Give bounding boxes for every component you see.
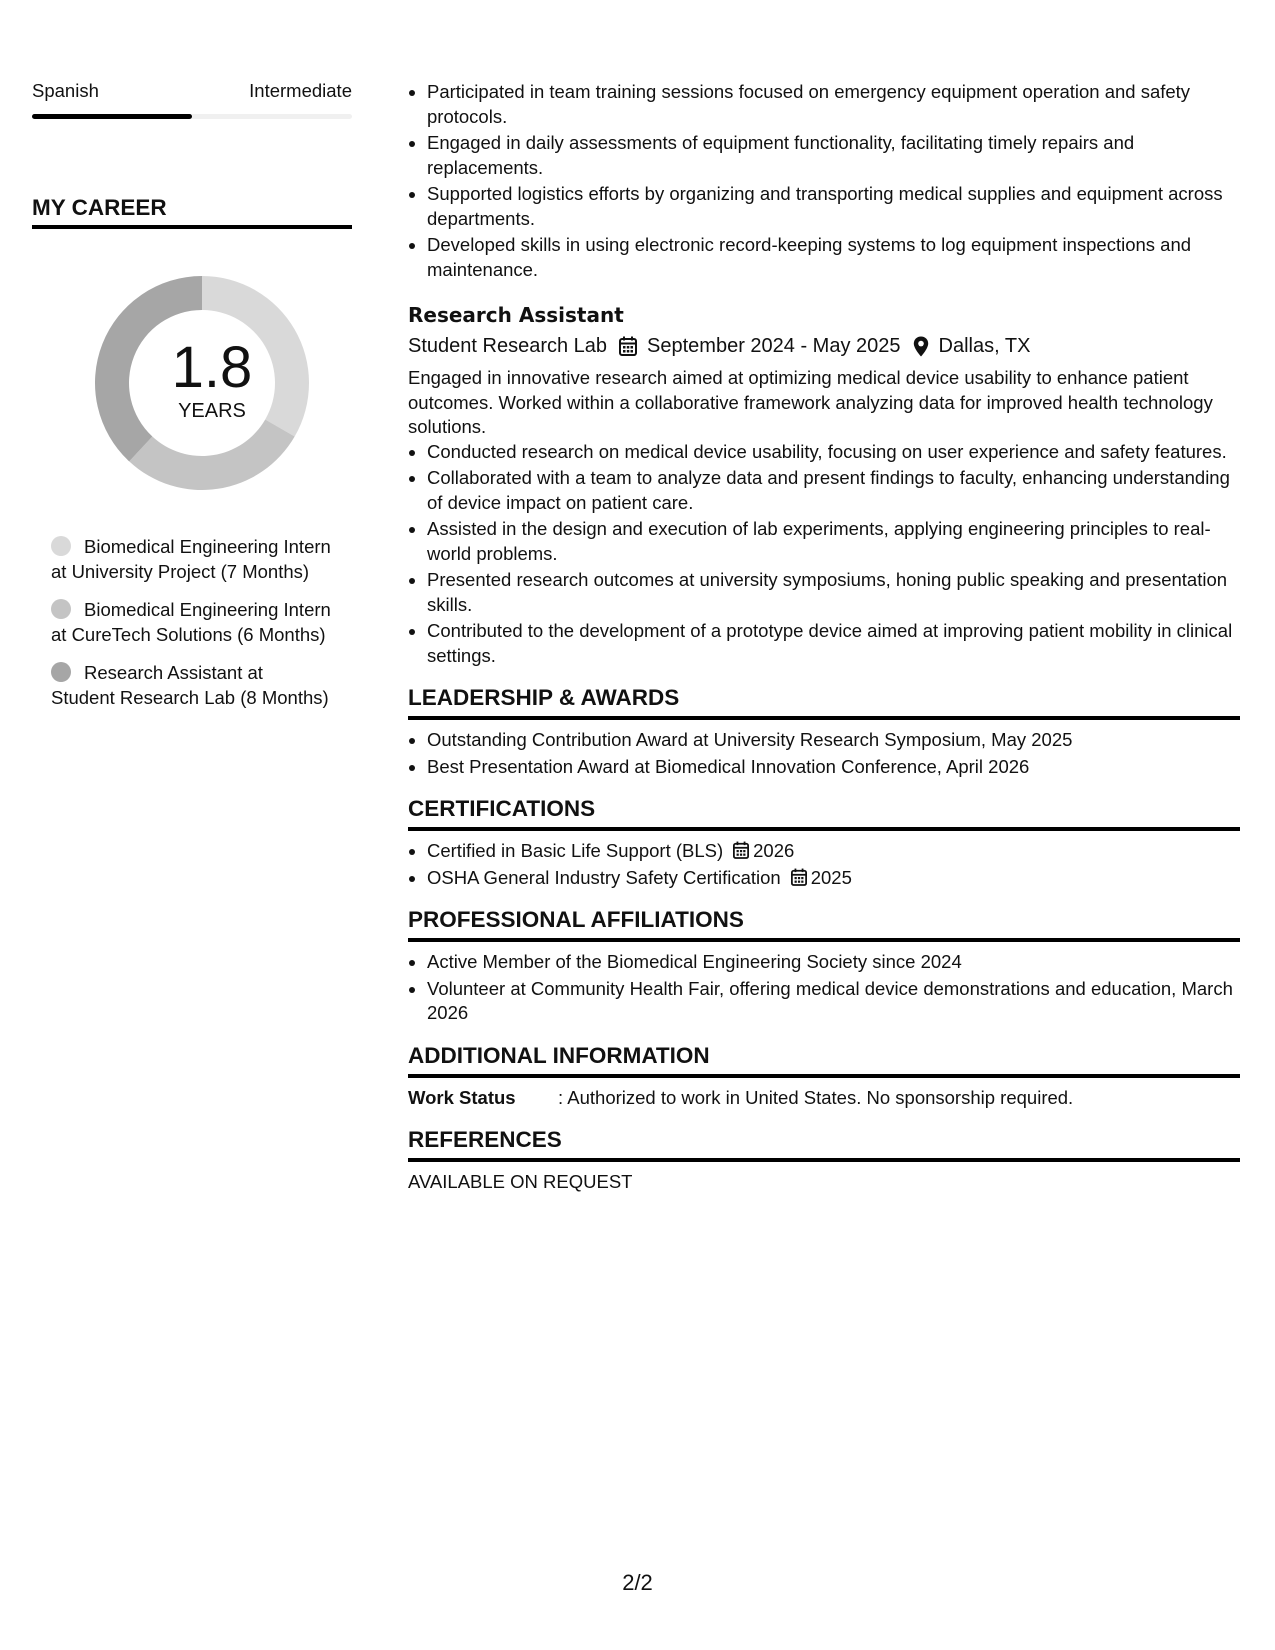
legend-dot [51, 599, 71, 619]
language-level: Intermediate [249, 80, 352, 101]
legend-item [51, 661, 331, 710]
main-content [408, 80, 1240, 1194]
job-dates: September 2024 - May 2025 [647, 335, 901, 357]
list-item: • Participated in team training sessions focused on emergency equipment operation and safety protocols. [427, 80, 1240, 129]
certifications-list [408, 839, 1240, 890]
legend-dot [51, 536, 71, 556]
career-legend [32, 535, 331, 710]
legend-item [51, 535, 331, 584]
leadership-heading: LEADERSHIP & AWARDS [408, 684, 1240, 720]
career-heading: MY CAREER [32, 195, 352, 229]
list-item: • Presented research outcomes at university symposiums, honing public speaking and presentation skills. [427, 568, 1240, 617]
references-text: AVAILABLE ON REQUEST [408, 1170, 633, 1192]
list-item: • Developed skills in using electronic record-keeping systems to log equipment inspections and maintenance. [427, 233, 1240, 282]
language-row [32, 80, 352, 102]
sidebar [32, 80, 352, 724]
calendar-icon [619, 336, 637, 356]
cert-year: 2025 [810, 866, 852, 888]
previous-job-bullets [408, 80, 1240, 282]
work-status-row [408, 1086, 1240, 1110]
legend-label: Research Assistant at Student Research Lab (8 Months) [51, 662, 329, 708]
legend-item [51, 598, 331, 647]
certifications-heading: CERTIFICATIONS [408, 795, 1240, 831]
career-total-value: 1.8 [171, 335, 253, 400]
list-item: • Outstanding Contribution Award at University Research Symposium, May 2025 [427, 728, 1240, 753]
list-item [427, 839, 1240, 864]
cert-name: Certified in Basic Life Support (BLS) [427, 840, 724, 861]
list-item: • Engaged in daily assessments of equipment functionality, facilitating timely repairs and replacements. [427, 131, 1240, 180]
legend-label: Biomedical Engineering Intern at CureTech Solutions (6 Months) [51, 599, 331, 645]
language-proficiency-fill [32, 114, 192, 119]
affiliations-list [408, 950, 1240, 1026]
cert-year: 2026 [753, 840, 795, 861]
donut-slice-2 [129, 420, 294, 491]
list-item: • Volunteer at Community Health Fair, offering medical device demonstrations and education, March 2026 [427, 977, 1240, 1026]
affiliations-heading: PROFESSIONAL AFFILIATIONS [408, 906, 1240, 942]
career-donut-chart [32, 265, 352, 501]
references-heading: REFERENCES [408, 1126, 1240, 1162]
job-title: Research Assistant [408, 303, 624, 327]
calendar-icon [791, 868, 807, 886]
work-status-label: Work Status [408, 1086, 516, 1108]
leadership-list [408, 728, 1240, 779]
page-number: 2/2 [622, 1570, 653, 1595]
list-item: • Active Member of the Biomedical Engineering Society since 2024 [427, 950, 1240, 975]
list-item: • Collaborated with a team to analyze data and present findings to faculty, enhancing understanding of device impact on patient care. [427, 466, 1240, 515]
job-location: Dallas, TX [938, 335, 1031, 357]
list-item: • Supported logistics efforts by organizing and transporting medical supplies and equipment across departments. [427, 182, 1240, 231]
work-status-value: : Authorized to work in United States. No sponsorship required. [558, 1086, 1074, 1108]
job-bullets [408, 440, 1240, 669]
location-pin-icon [913, 336, 929, 357]
job-company: Student Research Lab [408, 335, 608, 357]
list-item: • Conducted research on medical device usability, focusing on user experience and safety features. [427, 440, 1240, 465]
calendar-icon [733, 841, 749, 859]
job-description: Engaged in innovative research aimed at optimizing medical device usability to enhance patient outcomes. Worked within a collaborative framework analyzing data for improved health technology solutions. [408, 367, 1213, 437]
donut-center [32, 337, 392, 423]
job-meta [408, 332, 1240, 360]
legend-label: Biomedical Engineering Intern at University Project (7 Months) [51, 536, 331, 582]
list-item [427, 866, 1240, 891]
legend-dot [51, 662, 71, 682]
language-proficiency-bar [32, 114, 352, 119]
language-name: Spanish [32, 80, 99, 101]
list-item: • Assisted in the design and execution of lab experiments, applying engineering principles to real-world problems. [427, 517, 1240, 566]
cert-name: OSHA General Industry Safety Certification [427, 866, 781, 888]
career-total-unit: YEARS [178, 400, 246, 422]
list-item: • Best Presentation Award at Biomedical Innovation Conference, April 2026 [427, 755, 1240, 780]
additional-info-heading: ADDITIONAL INFORMATION [408, 1042, 1240, 1078]
list-item: • Contributed to the development of a prototype device aimed at improving patient mobility in clinical settings. [427, 619, 1240, 668]
